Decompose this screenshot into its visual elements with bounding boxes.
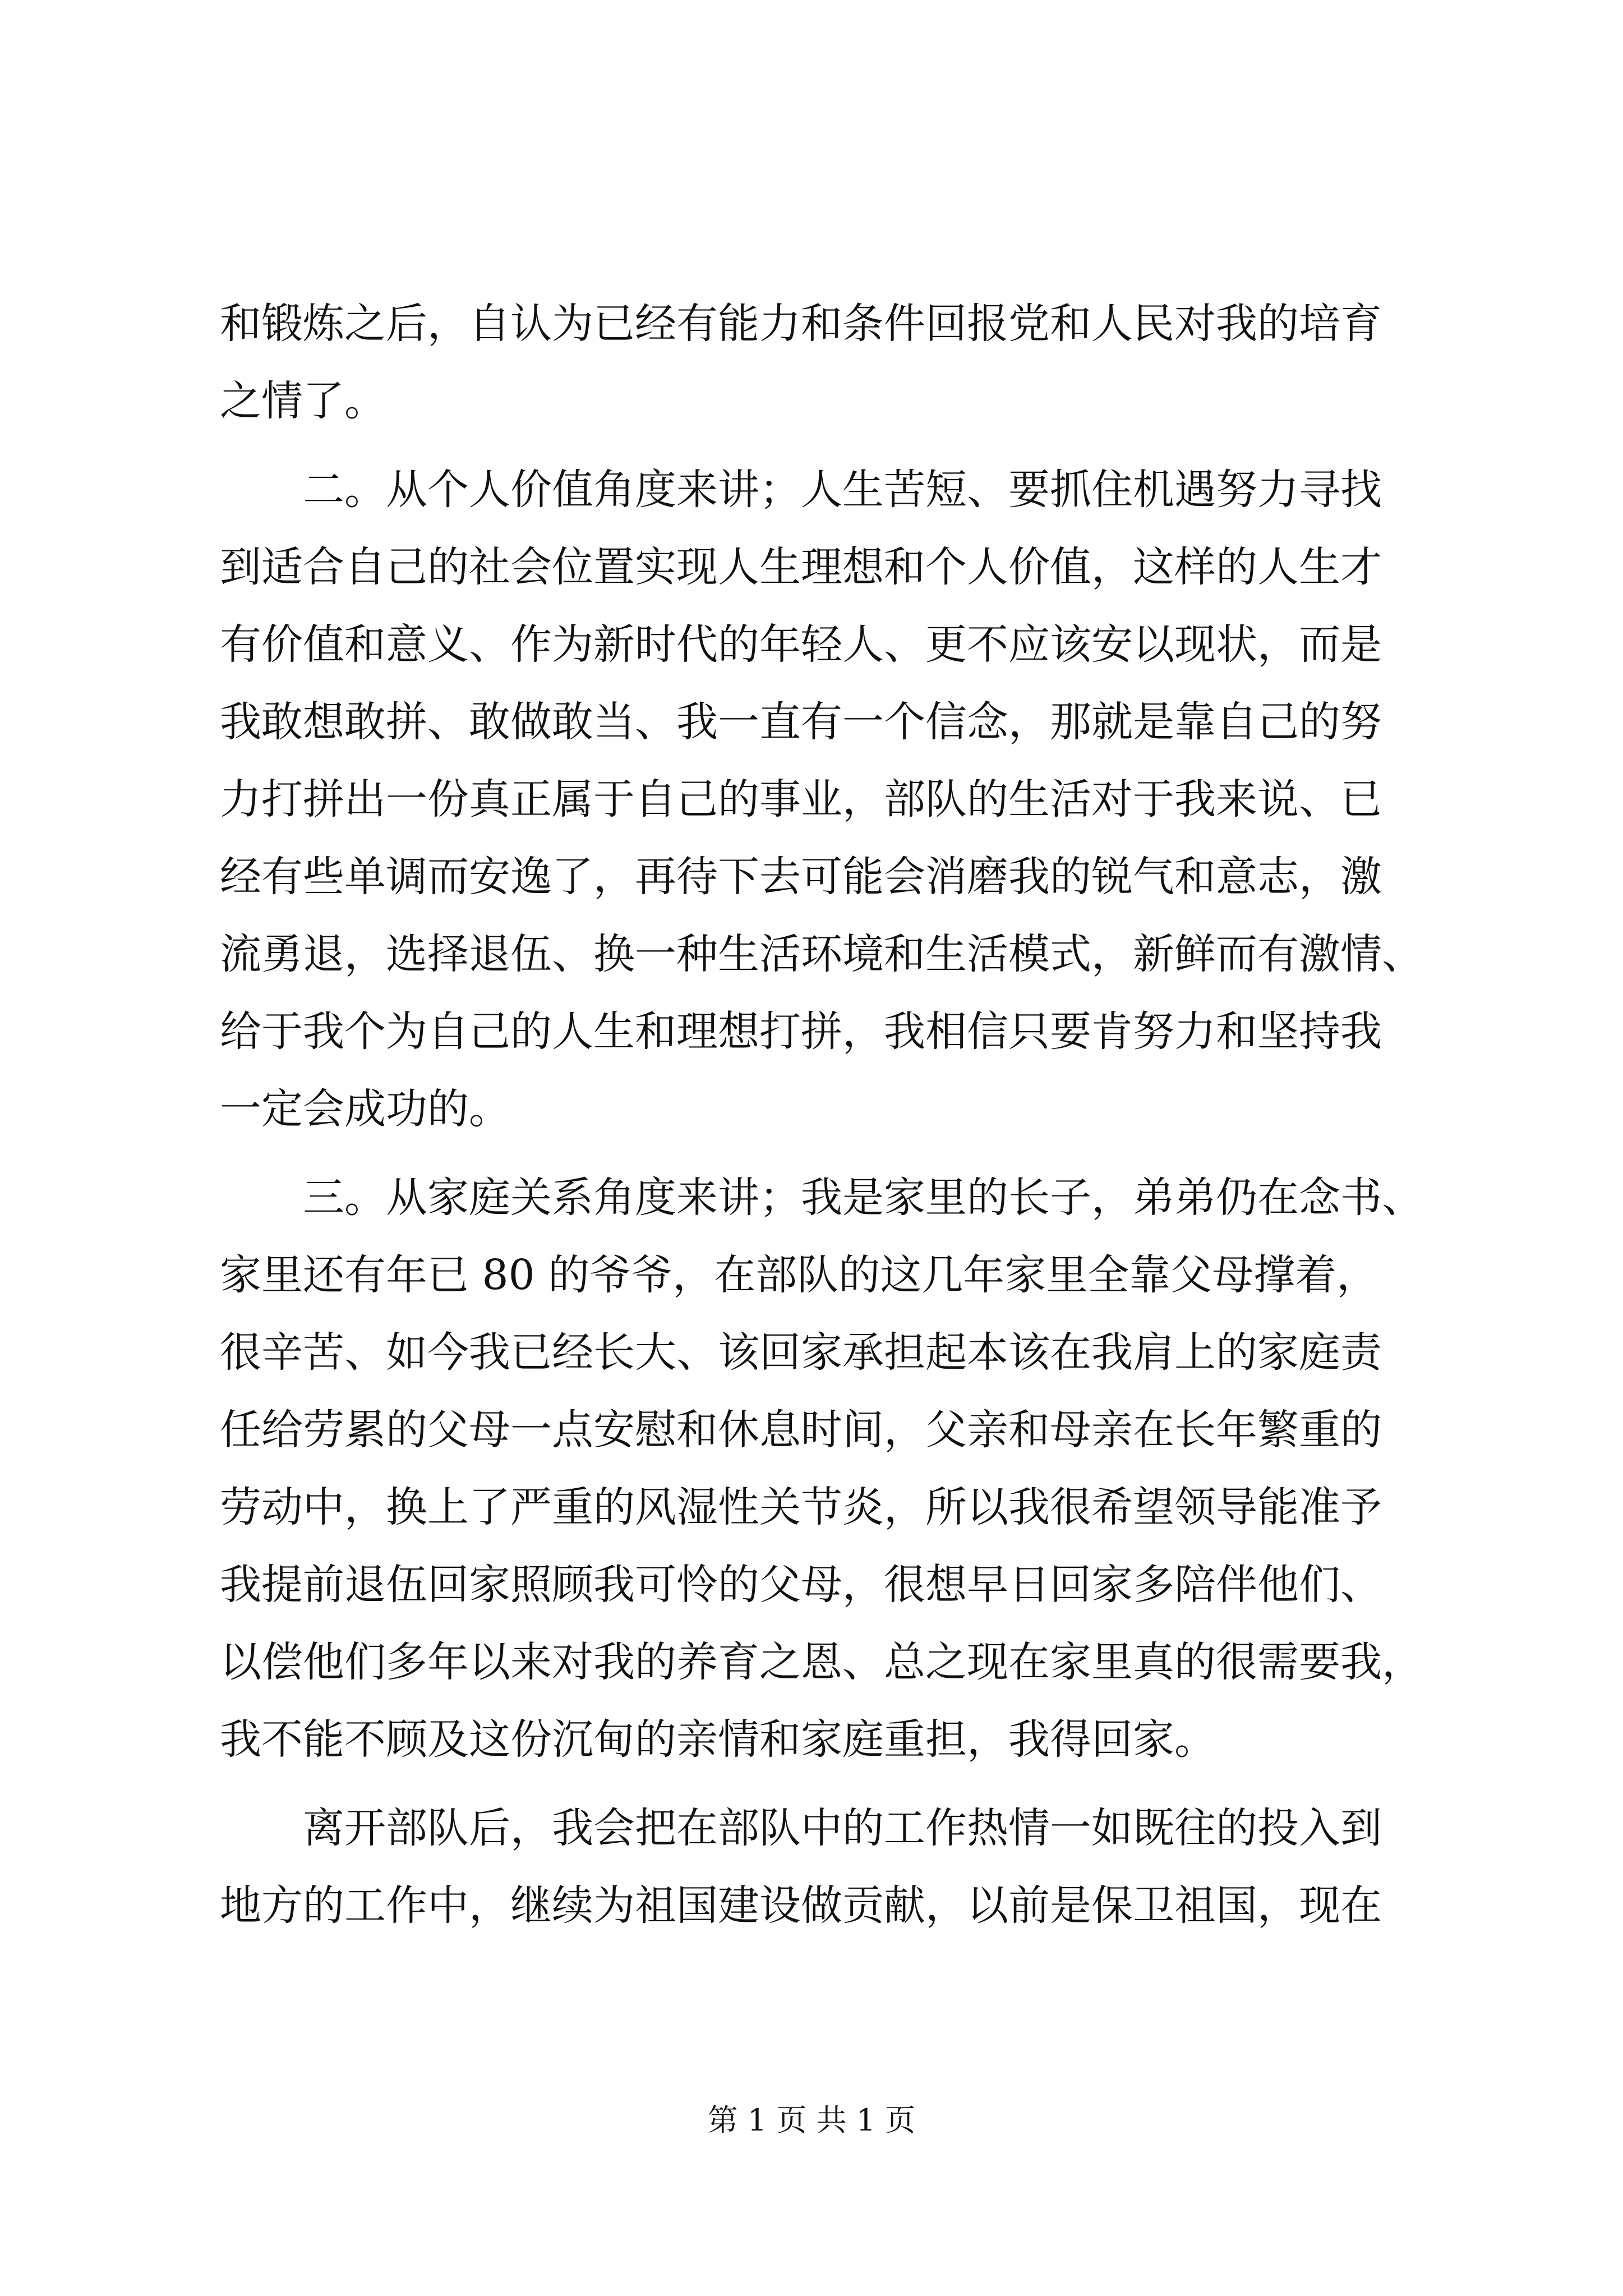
paragraph-line: 经有些单调而安逸了，再待下去可能会消磨我的锐气和意志，激 (220, 853, 1382, 901)
paragraph-line: 到适合自己的社会位置实现人生理想和个人价值，这样的人生才 (220, 543, 1382, 591)
paragraph-line: 离开部队后，我会把在部队中的工作热情一如既往的投入到 (303, 1804, 1382, 1852)
paragraph-4 (220, 1789, 1454, 1944)
page-footer (0, 2101, 1623, 2140)
paragraph-gap (220, 1778, 1454, 1789)
paragraph-line: 有价值和意义、作为新时代的年轻人、更不应该安以现状，而是 (220, 620, 1382, 669)
page-number-label: 第 1 页 共 1 页 (707, 2102, 916, 2138)
paragraph-line: 很辛苦、如今我已经长大、该回家承担起本该在我肩上的家庭责 (220, 1328, 1382, 1377)
paragraph-line: 家里还有年已 80 的爷爷，在部队的这几年家里全靠父母撑着， (220, 1251, 1378, 1299)
paragraph-gap (220, 1148, 1454, 1159)
paragraph-line: 给于我个为自己的人生和理想打拼，我相信只要肯努力和坚持我 (220, 1007, 1382, 1056)
paragraph-gap (220, 440, 1454, 451)
paragraph-line: 流勇退，选择退伍、换一种生活环境和生活模式，新鲜而有激情、 (220, 930, 1423, 978)
paragraph-2 (220, 451, 1454, 1148)
paragraph-line: 地方的工作中，继续为祖国建设做贡献，以前是保卫祖国，现在 (220, 1881, 1382, 1930)
paragraph-line: 我提前退伍回家照顾我可怜的父母，很想早日回家多陪伴他们、 (220, 1561, 1382, 1609)
paragraph-line: 以偿他们多年以来对我的养育之恩、总之现在家里真的很需要我， (220, 1638, 1423, 1686)
paragraph-line: 我不能不顾及这份沉甸的亲情和家庭重担，我得回家。 (220, 1715, 1216, 1764)
paragraph-3 (220, 1159, 1454, 1778)
paragraph-line: 任给劳累的父母一点安慰和休息时间，父亲和母亲在长年繁重的 (220, 1406, 1382, 1454)
paragraph-line: 三。从家庭关系角度来讲；我是家里的长子，弟弟仍在念书、 (303, 1174, 1423, 1222)
paragraph-line: 我敢想敢拼、敢做敢当、我一直有一个信念，那就是靠自己的努 (220, 698, 1382, 746)
document-body (220, 285, 1454, 1944)
paragraph-line: 劳动中，换上了严重的风湿性关节炎，所以我很希望领导能准予 (220, 1483, 1382, 1531)
paragraph-line: 和锻炼之后，自认为已经有能力和条件回报党和人民对我的培育 (220, 300, 1382, 348)
paragraph-1 (220, 285, 1454, 440)
paragraph-line: 之情了。 (220, 377, 386, 425)
paragraph-line: 力打拼出一份真正属于自己的事业，部队的生活对于我来说、已 (220, 775, 1382, 823)
paragraph-line: 一定会成功的。 (220, 1085, 510, 1133)
paragraph-line: 二。从个人价值角度来讲；人生苦短、要抓住机遇努力寻找 (303, 466, 1382, 514)
